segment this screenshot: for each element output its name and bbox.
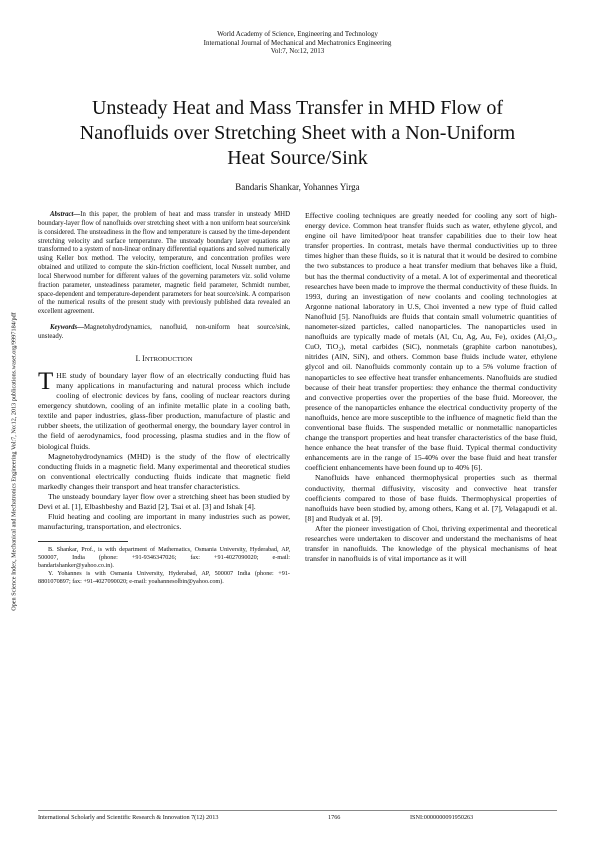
right-paragraph-2: Nanofluids have enhanced thermophysical properties such as thermal conductivity, thermal diffusivity, viscosity and convective heat transfer coefficients compared to those of base fluids. Thermophysical properties of nanofluids have been studied by, among others, Kang et al. [7], Velagapudi et al. [8] and Rudyak et al. [9].	[305, 473, 557, 523]
section-numeral: I. I	[135, 353, 145, 363]
footer-right: ISNI:0000000091950263	[410, 814, 474, 821]
header-line-2: International Journal of Mechanical and Mechatronics Engineering	[203, 38, 392, 47]
drop-cap: T	[38, 367, 54, 395]
footer-page-number: 1766	[328, 814, 341, 821]
keywords-label: Keywords	[50, 324, 78, 332]
paper-authors: Bandaris Shankar, Yohannes Yirga	[235, 182, 360, 192]
abstract	[38, 211, 290, 317]
footer-left: International Scholarly and Scientific Research & Innovation 7(12) 2013	[38, 814, 219, 821]
footnote-1: B. Shankar, Prof., is with department of Mathematics, Osmania University, Hyderabad, AP, 500007, India (phone: +91-9346347026; fax: +91-4027090020; e-mail: bandarishanker@yahoo.co.in).	[38, 546, 290, 570]
intro-paragraph-1	[38, 367, 290, 452]
intro-paragraph-1-text: HE study of boundary layer flow of an electrically conducting fluid has many applications in manufacturing and natural process which include cooling of electronic devices by fans, cooling of nuclear reactors during emergency shutdown, cooling of an infinite metallic plate in a cooling bath, textile and paper industries, glass-fiber production, manufacture of plastic and rubber sheets, the utilization of geothermal energy, the boundary layer control in the field of aerodynamics, food processing, plasma studies and in the flow of biological fluids.	[38, 370, 290, 451]
header-line-1: World Academy of Science, Engineering and Technology	[217, 30, 378, 38]
journal-header	[0, 30, 595, 56]
footnote-rule	[38, 541, 128, 542]
intro-paragraph-3: The unsteady boundary layer flow over a stretching sheet has been studied by Devi et al. [1], Elbashbeshy and Bazid [2], Tsai et al. [3] and Ishak [4].	[38, 492, 290, 512]
footer-rule	[38, 810, 557, 811]
right-column	[305, 211, 557, 564]
intro-paragraph-2: Magnetohydrodynamics (MHD) is the study of the flow of electrically conducting fluids in a magnetic field. Many experimental and theoretical studies on conventional electrically conducting fluids indicate that magnetic field markedly changes their transport and heat transfer characteristics.	[38, 451, 290, 491]
paper-title: Unsteady Heat and Mass Transfer in MHD Flow of Nanofluids over Stretching Sheet with a Non-Uniform Heat Source/Sink	[79, 97, 516, 169]
keywords-dash: —	[77, 324, 84, 332]
intro-paragraph-4: Fluid heating and cooling are important in many industries such as power, manufacturing, transportation, and electronics.	[38, 512, 290, 532]
right-paragraph-1: Effective cooling techniques are greatly needed for cooling any sort of high-energy device. Common heat transfer fluids such as water, ethylene glycol, and engine oil have limited/poor heat transfer capabilities due to their low heat transfer properties. In contrast, metals have thermal conductivities up to three times higher than these fluids, so it is natural that it would be desired to combine the two substances to produce a heat transfer medium that behaves like a fluid, but has the thermal conductivity of a metal. A lot of experimental and theoretical researches have been made to improve the thermal conductivity of these fluids. In 1993, during an investigation of new coolants and cooling technologies at Argonne national laboratory in U.S, Choi invented a new type of fluid called Nanofluid [5]. Nanofluids are fluids that contain small volumetric quantities of nanometer-sized particles, called nanoparticles. The nanoparticles used in nanofluids are typically made of metals (Al, Cu, Ag, Au, Fe), oxides (Al₂O₃, CuO, TiO₂), metal carbides (SiC), nonmetals (graphite carbon nanotubes), nitrides (AlN, SiN), and others. Common base fluids include water, ethylene glycol and oil. Nanofluids commonly contain up to a 5% volume fraction of nanoparticles to see effective heat transfer enhancements. Nanofluids are studied because of their heat transfer properties: they enhance the thermal conductivity and convective properties over the properties of the base fluid. Moreover, the presence of the nanoparticles enhance the electrical conductivity property of the nanofluids, hence are more susceptible to the influence of magnetic field than the conventional base fluids. The suspended metallic or nonmetallic nanoparticles change the transport properties and heat transfer characteristics of the base fluid, hence enhance the heat transfer of the base fluid. Typical thermal conductivity enhancements are in the range of 15-40% over the base fluid and heat transfer coefficient enhancements have been found up to 40% [6].	[305, 211, 557, 473]
section-title-rest: NTRODUCTION	[144, 355, 193, 363]
abstract-dash: —	[73, 211, 81, 218]
keywords	[38, 324, 290, 342]
abstract-text: In this paper, the problem of heat and mass transfer in unsteady MHD boundary-layer flow of nanofluids over stretching sheet with a non uniform heat source/sink is considered. The unsteadiness in the flow and temperature is caused by the time-dependent stretching velocity and surface temperature. The unsteady boundary layer equations are transformed to a system of non-linear ordinary differential equations and solved numerically using Keller box method. The velocity, temperature, and concentration profiles were obtained and utilized to compute the skin-friction coefficient, local Nusselt number, and local Sherwood number for different values of the governing parameters viz. solid volume fraction parameter, unsteadiness parameter, magnetic field parameter, Schmidt number, space-dependent and temperature-dependent parameters for heat source/sink. A comparison of the numerical results of the present study with previously published data revealed an excellent agreement.	[38, 211, 290, 316]
section-heading-introduction	[38, 354, 290, 365]
footnote-2: Y. Yohannes is with Osmania University, Hyderabad, AP, 500007 India (phone: +91-8801070897; fax: +91-4027090020; e-mail: yoahannesolbin@yahoo.com).	[38, 570, 290, 586]
header-line-3: Vol:7, No:12, 2013	[270, 47, 325, 56]
right-paragraph-3: After the pioneer investigation of Choi, thriving experimental and theoretical researches were undertaken to discover and understand the mechanisms of heat transfer in nanofluids. The knowledge of the physical mechanisms of heat transfer in nanofluids is of vital importance as it will	[305, 523, 557, 564]
abstract-label: Abstract	[50, 211, 74, 218]
keywords-text: Magnetohydrodynamics, nanofluid, non-uniform heat source/sink, unsteady.	[38, 324, 290, 340]
left-column	[38, 211, 290, 586]
side-note: Open Science Index, Mechanical and Mechatronics Engineering Vol:7, No:12, 2013 publications.waset.org/9997184/pdf	[10, 312, 18, 611]
